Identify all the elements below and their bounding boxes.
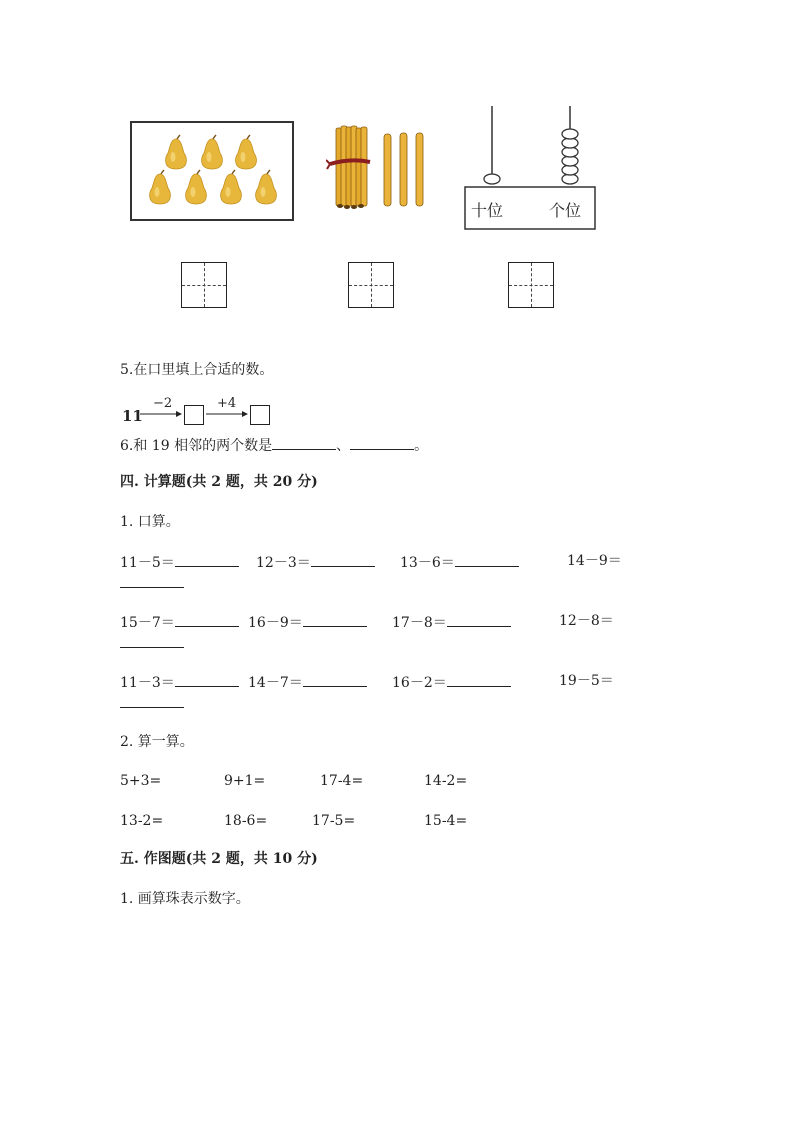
q5-blank-box[interactable] (184, 405, 204, 425)
calc-item: 14－9＝ (567, 553, 622, 569)
section5-heading: 五. 作图题(共 2 题，共 10 分) (120, 851, 318, 867)
stick-icon (384, 134, 391, 206)
section4-heading: 四. 计算题(共 2 题，共 20 分) (120, 474, 318, 490)
q5-blank-box[interactable] (250, 405, 270, 425)
q5-op2: +4 (217, 396, 237, 411)
calc-item: 19－5＝ (559, 673, 614, 689)
section4-q1-title: 1. 口算。 (120, 514, 180, 530)
q6-sep: 、 (336, 438, 351, 454)
answer-blank[interactable] (120, 587, 184, 588)
ones-beads (562, 129, 578, 184)
q5-title: 5.在口里填上合适的数。 (120, 362, 274, 378)
answer-blank[interactable] (175, 612, 239, 627)
answer-blank[interactable] (175, 672, 239, 687)
calc-item: 16－9＝ (248, 612, 367, 632)
calc-item: 13-2= (120, 813, 164, 829)
answer-blank[interactable] (272, 435, 336, 450)
answer-box[interactable] (508, 262, 554, 308)
tens-beads (484, 174, 500, 184)
pears-svg (132, 123, 292, 219)
answer-blank[interactable] (455, 552, 519, 567)
pear-icon (202, 135, 223, 169)
pear-icon (186, 170, 207, 204)
answer-box[interactable] (181, 262, 227, 308)
calc-item: 11－5＝ (120, 552, 239, 572)
sticks-svg (326, 124, 432, 210)
answer-blank[interactable] (120, 647, 184, 648)
calc-item: 5+3= (120, 773, 162, 789)
ones-label: 个位 (549, 201, 582, 220)
calc-item: 17-4= (320, 773, 364, 789)
pear-icon (166, 135, 187, 169)
abacus-bead (562, 129, 578, 139)
calc-item: 16－2＝ (392, 672, 511, 692)
pears-picture (130, 121, 294, 221)
calc-item: 15－7＝ (120, 612, 239, 632)
q6-end: 。 (414, 438, 429, 454)
pear-icon (256, 170, 277, 204)
calc-item: 11－3＝ (120, 672, 239, 692)
answer-blank[interactable] (303, 672, 367, 687)
stick-icon (400, 133, 407, 206)
stick-bundle-icon (326, 126, 370, 209)
arrow-right-icon (206, 409, 250, 419)
calc-item: 17－8＝ (392, 612, 511, 632)
abacus-bead (484, 174, 500, 184)
section4-q2-title: 2. 算一算。 (120, 734, 194, 750)
stick-icon (416, 133, 423, 206)
calc-item: 18-6= (224, 813, 268, 829)
section5-q1-title: 1. 画算珠表示数字。 (120, 891, 250, 907)
q6-line (120, 435, 428, 455)
calc-item: 15-4= (424, 813, 468, 829)
sticks-picture (326, 124, 432, 210)
q5-op1: −2 (153, 396, 173, 411)
pear-icon (221, 170, 242, 204)
answer-blank[interactable] (350, 435, 414, 450)
calc-item: 12－8＝ (559, 613, 614, 629)
pear-icon (150, 170, 171, 204)
calc-item: 9+1= (224, 773, 266, 789)
calc-item: 13－6＝ (400, 552, 519, 572)
calc-item: 17-5= (312, 813, 356, 829)
q5-start: 11 (122, 407, 143, 425)
abacus-picture (463, 106, 597, 231)
answer-blank[interactable] (311, 552, 375, 567)
answer-blank[interactable] (447, 672, 511, 687)
pear-icon (236, 135, 257, 169)
q6-text: 6.和 19 相邻的两个数是 (120, 438, 273, 454)
answer-blank[interactable] (447, 612, 511, 627)
answer-blank[interactable] (175, 552, 239, 567)
q5-chain (120, 395, 280, 429)
answer-blank[interactable] (120, 707, 184, 708)
arrow-right-icon (140, 409, 184, 419)
calc-item: 14-2= (424, 773, 468, 789)
answer-box[interactable] (348, 262, 394, 308)
calc-item: 14－7＝ (248, 672, 367, 692)
tens-label: 十位 (471, 201, 504, 220)
calc-item: 12－3＝ (256, 552, 375, 572)
answer-blank[interactable] (303, 612, 367, 627)
